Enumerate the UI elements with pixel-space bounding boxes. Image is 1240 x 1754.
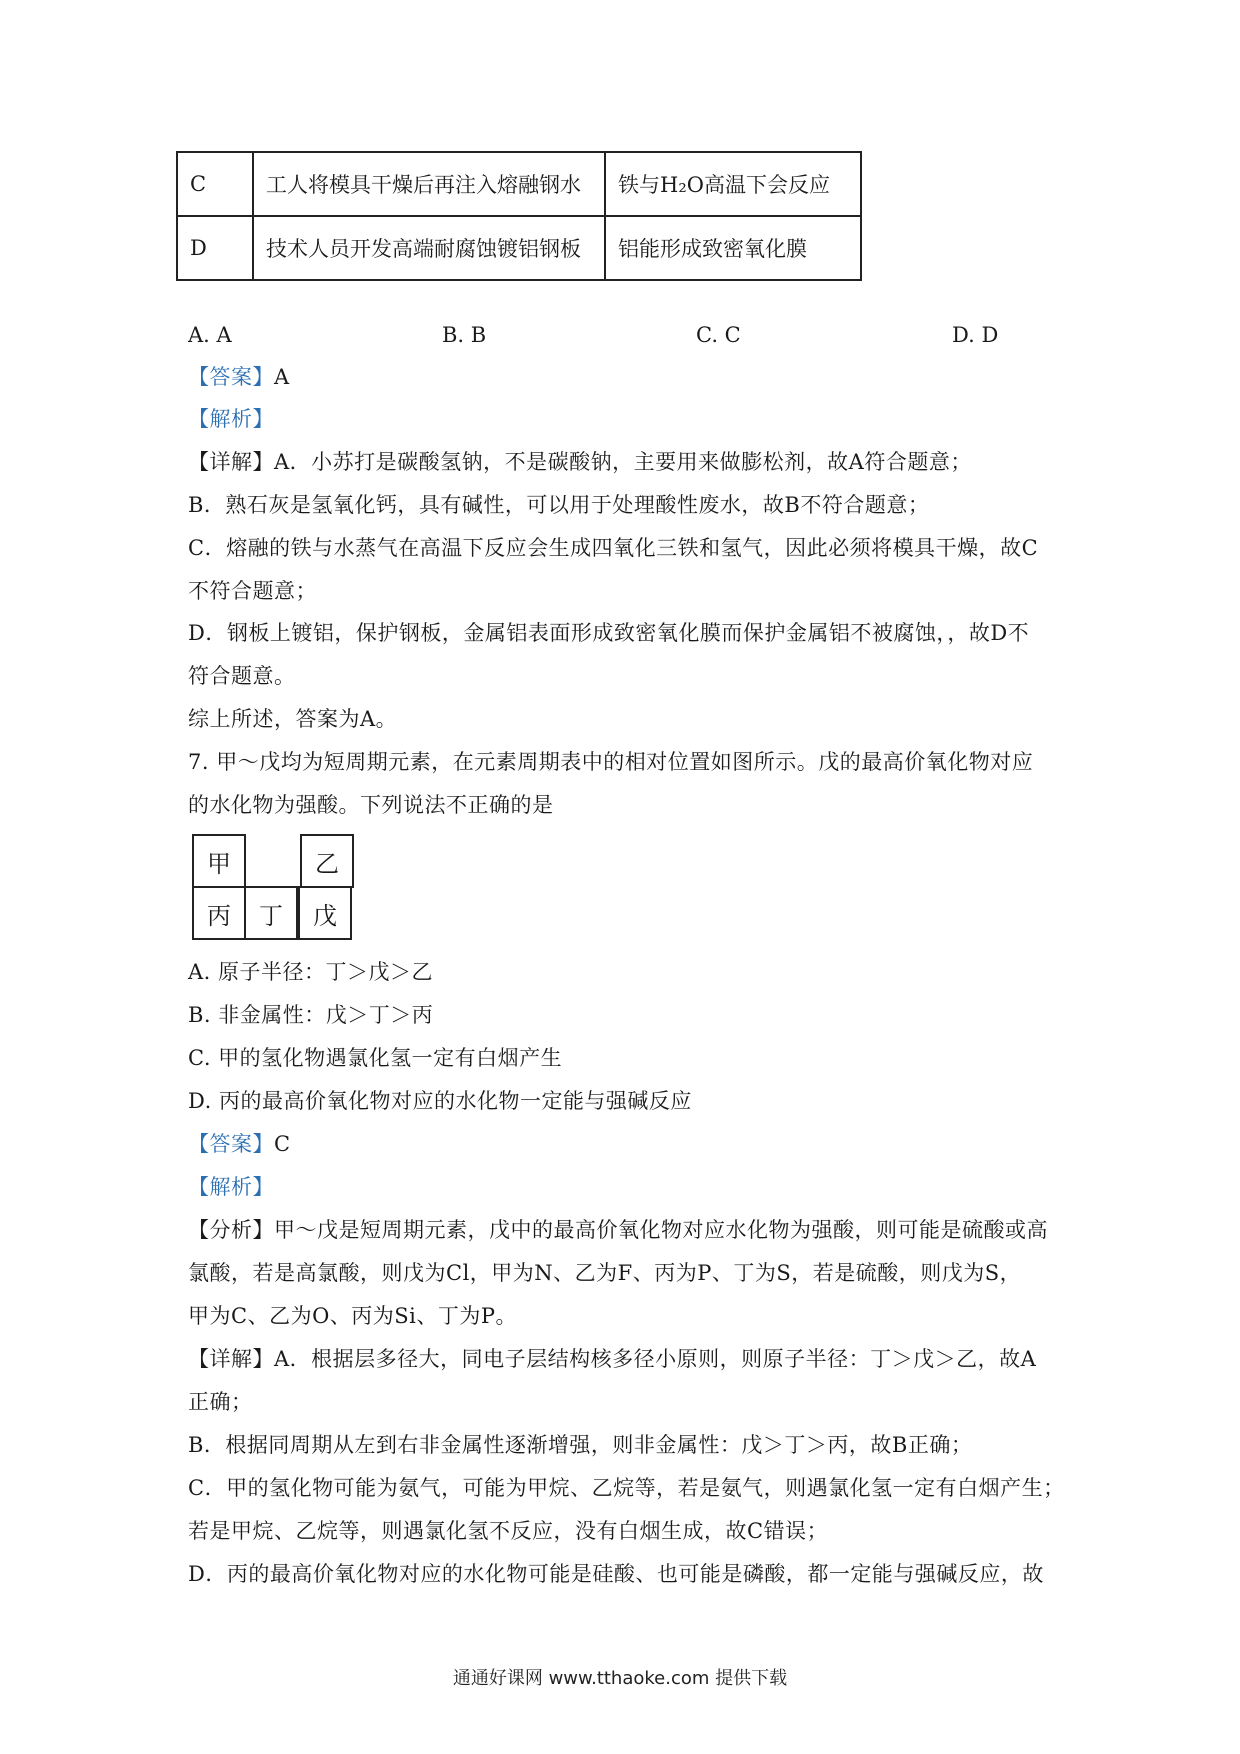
q7-detail-line: 正确； (188, 1390, 253, 1414)
q7-detail-line: C．甲的氢化物可能为氨气，可能为甲烷、乙烷等，若是氨气，则遇氯化氢一定有白烟产生； (188, 1476, 1065, 1500)
table-row (177, 152, 861, 216)
grid-cell-bing: 丙 (192, 886, 246, 940)
q6-detail-line: 不符合题意； (188, 579, 317, 603)
q6-detail-line (188, 448, 972, 476)
periodic-position-grid (192, 834, 354, 942)
grid-cell-wu: 戊 (298, 886, 352, 940)
q7-detail-line: D．丙的最高价氧化物对应的水化物可能是硅酸、也可能是磷酸，都一定能与强碱反应，故 (188, 1562, 1044, 1586)
choice-d: D. D (952, 323, 999, 347)
grid-cell-jia: 甲 (192, 834, 246, 888)
table-cell-label: D (177, 216, 253, 280)
table-cell-reason: 铁与H₂O高温下会反应 (605, 152, 861, 216)
table-cell-action: 技术人员开发高端耐腐蚀镀铝钢板 (253, 216, 605, 280)
q7-stem-line: 7. 甲～戊均为短周期元素，在元素周期表中的相对位置如图所示。戊的最高价氧化物对应 (188, 750, 1034, 774)
answer-value: A (274, 365, 290, 389)
table-cell-action: 工人将模具干燥后再注入熔融钢水 (253, 152, 605, 216)
q7-analysis-line: 氯酸，若是高氯酸，则戊为Cl，甲为N、乙为F、丙为P、丁为S，若是硫酸，则戊为S， (188, 1261, 1022, 1285)
q7-option-d: D. 丙的最高价氧化物对应的水化物一定能与强碱反应 (188, 1089, 692, 1113)
q6-analysis-tag (188, 405, 274, 433)
grid-cell-yi: 乙 (300, 834, 354, 888)
q7-stem-line: 的水化物为强酸。下列说法不正确的是 (188, 793, 554, 817)
detail-tag: 【详解】 (188, 1347, 274, 1371)
analysis-text: 甲～戊是短周期元素，戊中的最高价氧化物对应水化物为强酸，则可能是硫酸或高 (274, 1218, 1048, 1242)
q7-answer (188, 1130, 291, 1158)
answer-tag: 【答案】 (188, 1132, 274, 1156)
q7-analysis-tag (188, 1173, 274, 1201)
q6-summary-line: 综上所述，答案为A。 (188, 707, 398, 731)
table-cell-reason: 铝能形成致密氧化膜 (605, 216, 861, 280)
table-row (177, 216, 861, 280)
q7-option-c: C. 甲的氢化物遇氯化氢一定有白烟产生 (188, 1046, 563, 1070)
choice-b: B. B (442, 323, 487, 347)
q6-answer (188, 363, 290, 391)
answer-value: C (274, 1132, 291, 1156)
q6-detail-line: D．钢板上镀铝，保护钢板，金属铝表面形成致密氧化膜而保护金属铝不被腐蚀，，故D不 (188, 621, 1030, 645)
q7-analysis-line: 甲为C、乙为O、丙为Si、丁为P。 (188, 1304, 518, 1328)
q6-detail-line: B．熟石灰是氢氧化钙，具有碱性，可以用于处理酸性废水，故B不符合题意； (188, 493, 930, 517)
q7-analysis-line (188, 1216, 1048, 1244)
analysis-sub-tag: 【分析】 (188, 1218, 274, 1242)
q7-detail-line: B．根据同周期从左到右非金属性逐渐增强，则非金属性：戊＞丁＞丙，故B正确； (188, 1433, 973, 1457)
detail-text: A．小苏打是碳酸氢钠，不是碳酸钠，主要用来做膨松剂，故A符合题意； (274, 450, 972, 474)
q6-detail-line: C．熔融的铁与水蒸气在高温下反应会生成四氧化三铁和氢气，因此必须将模具干燥，故C (188, 536, 1039, 560)
answer-tag: 【答案】 (188, 365, 274, 389)
analysis-tag: 【解析】 (188, 1175, 274, 1199)
q7-detail-line (188, 1345, 1036, 1373)
q7-option-a: A. 原子半径：丁＞戊＞乙 (188, 960, 434, 984)
choice-c: C. C (696, 323, 741, 347)
detail-text: A．根据层多径大，同电子层结构核多径小原则，则原子半径：丁＞戊＞乙，故A (274, 1347, 1037, 1371)
option-table (176, 151, 862, 281)
detail-tag: 【详解】 (188, 450, 274, 474)
q7-option-b: B. 非金属性：戊＞丁＞丙 (188, 1003, 434, 1027)
page-footer: 通通好课网 www.tthaoke.com 提供下载 (452, 1668, 788, 1689)
grid-cell-ding: 丁 (244, 886, 298, 940)
analysis-tag: 【解析】 (188, 407, 274, 431)
choice-a: A. A (188, 323, 232, 347)
q7-detail-line: 若是甲烷、乙烷等，则遇氯化氢不反应，没有白烟生成，故C错误； (188, 1519, 829, 1543)
q6-detail-line: 符合题意。 (188, 664, 296, 688)
table-cell-label: C (177, 152, 253, 216)
